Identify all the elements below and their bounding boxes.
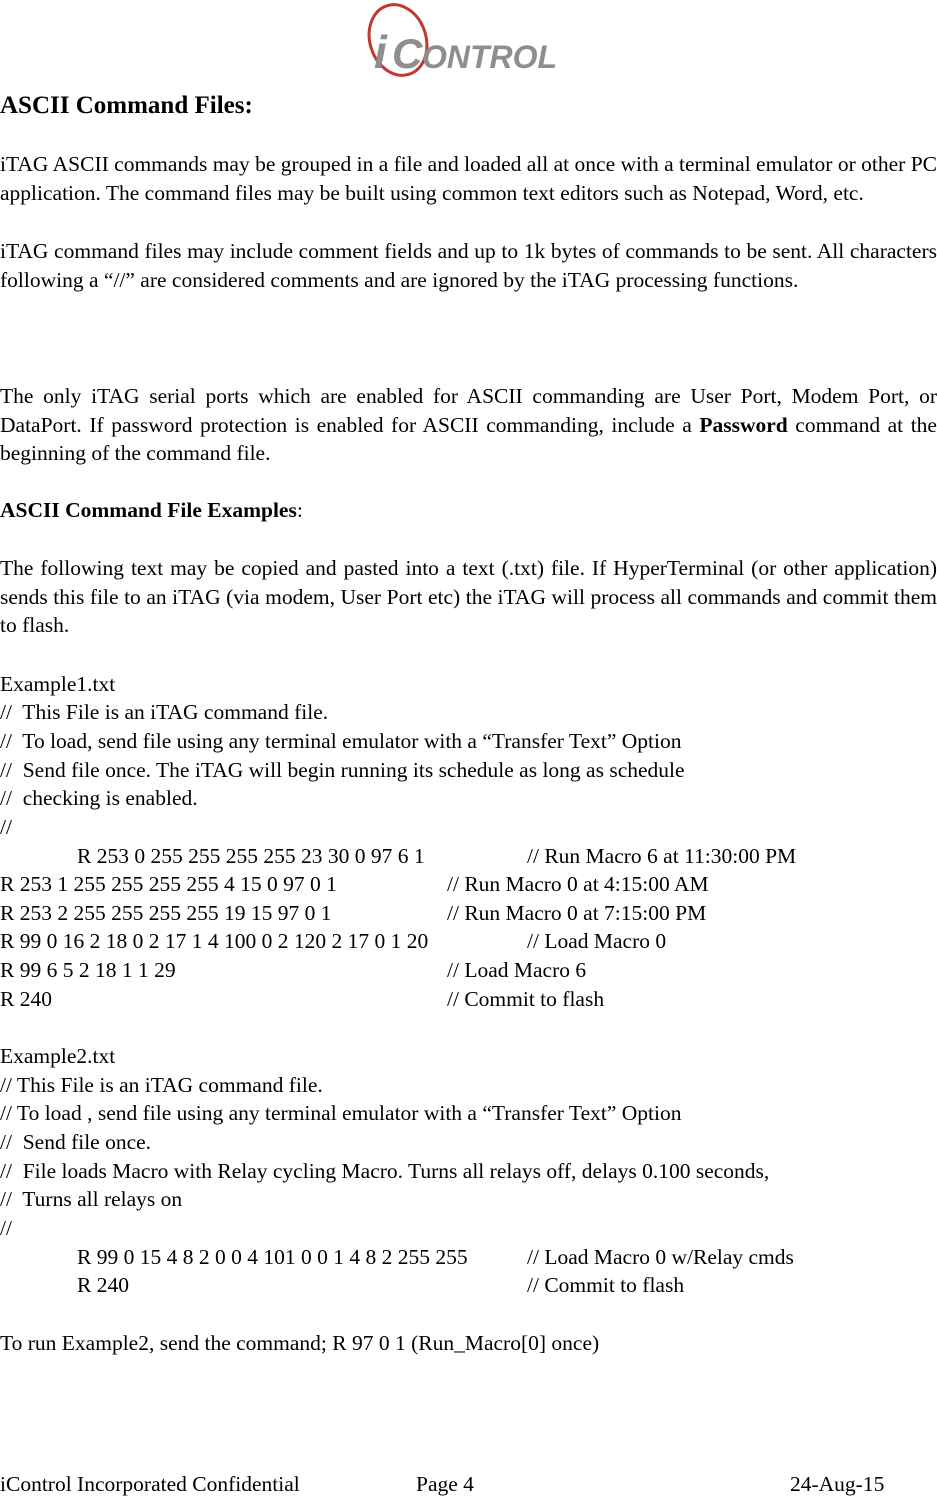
example2-command: R 99 0 15 4 8 2 0 0 4 101 0 0 1 4 8 2 255 255: [77, 1245, 468, 1269]
example1-comment: // Send file once. The iTAG will begin running its schedule as long as schedule: [0, 758, 685, 782]
icontrol-logo: [360, 0, 580, 88]
example1-command: R 253 2 255 255 255 255 19 15 97 0 1: [0, 901, 332, 925]
example2-comment: // Turns all relays on: [0, 1187, 183, 1211]
example1-command-note: // Run Macro 0 at 7:15:00 PM: [447, 901, 707, 925]
example1-comment: //: [0, 815, 12, 839]
example2-command: R 240: [77, 1273, 129, 1297]
examples-heading: [0, 496, 937, 525]
serial-ports-paragraph: [0, 382, 937, 468]
serial-ports-text-end: command at the beginning of the command file.: [0, 412, 937, 466]
example1-command: R 99 6 5 2 18 1 1 29: [0, 958, 176, 982]
svg-text:i: i: [374, 26, 387, 78]
copy-paste-paragraph: The following text may be copied and pasted into a text (.txt) file. If HyperTerminal (or other application) sends this file to an iTAG (via modem, User Port etc) the iTAG will process all commands and commit them to flash.: [0, 556, 937, 638]
example2-comment: // This File is an iTAG command file.: [0, 1073, 323, 1097]
svg-text:ONTROL: ONTROL: [422, 39, 558, 75]
example1-comment: // checking is enabled.: [0, 786, 198, 810]
example2-comment: //: [0, 1216, 12, 1240]
example1-command: R 240: [0, 987, 52, 1011]
serial-ports-text: The only iTAG serial ports which are enabled for ASCII commanding are User Port, Modem Port, or DataPort. If password protection is enabled for ASCII commanding, include a: [0, 384, 937, 437]
footer-date: 24-Aug-15: [790, 1472, 885, 1496]
example2-command-note: // Commit to flash: [527, 1273, 685, 1297]
password-keyword: Password: [699, 412, 788, 437]
examples-heading-text: ASCII Command File Examples: [0, 498, 297, 522]
example1-command: R 253 0 255 255 255 255 23 30 0 97 6 1: [77, 844, 425, 868]
example2-filename: Example2.txt: [0, 1044, 116, 1068]
footer-company: iControl Incorporated Confidential: [0, 1472, 300, 1496]
intro-paragraph: iTAG ASCII commands may be grouped in a file and loaded all at once with a terminal emulator or other PC application. The command files may be built using common text editors such as Notepad, Word, etc.: [0, 152, 937, 205]
example1-comment: // To load, send file using any terminal emulator with a “Transfer Text” Option: [0, 729, 682, 753]
example1-comment: // This File is an iTAG command file.: [0, 700, 329, 724]
example1-command-note: // Run Macro 0 at 4:15:00 AM: [447, 872, 709, 896]
examples-heading-colon: :: [296, 498, 303, 522]
example2-comment: // File loads Macro with Relay cycling Macro. Turns all relays off, delays 0.100 seconds,: [0, 1159, 770, 1183]
example1-command-note: // Run Macro 6 at 11:30:00 PM: [527, 844, 797, 868]
footer-page-number: Page 4: [416, 1472, 474, 1496]
example2-command-note: // Load Macro 0 w/Relay cmds: [527, 1245, 794, 1269]
example1-command: R 253 1 255 255 255 255 4 15 0 97 0 1: [0, 872, 337, 896]
example1-command-note: // Load Macro 0: [527, 929, 667, 953]
example1-command: R 99 0 16 2 18 0 2 17 1 4 100 0 2 120 2 17 0 1 20: [0, 929, 429, 953]
svg-text:C: C: [392, 30, 423, 77]
run-example-note: To run Example2, send the command; R 97 0 1 (Run_Macro[0] once): [0, 1331, 600, 1355]
comments-paragraph: iTAG command files may include comment fields and up to 1k bytes of commands to be sent. All characters following a “//” are considered comments and are ignored by the iTAG processing functions.: [0, 239, 937, 292]
example1-filename: Example1.txt: [0, 672, 116, 696]
example1-command-note: // Commit to flash: [447, 987, 605, 1011]
example2-comment: // Send file once.: [0, 1130, 152, 1154]
page-title: ASCII Command Files:: [0, 92, 253, 119]
example2-comment: // To load , send file using any terminal emulator with a “Transfer Text” Option: [0, 1101, 682, 1125]
example1-command-note: // Load Macro 6: [447, 958, 587, 982]
